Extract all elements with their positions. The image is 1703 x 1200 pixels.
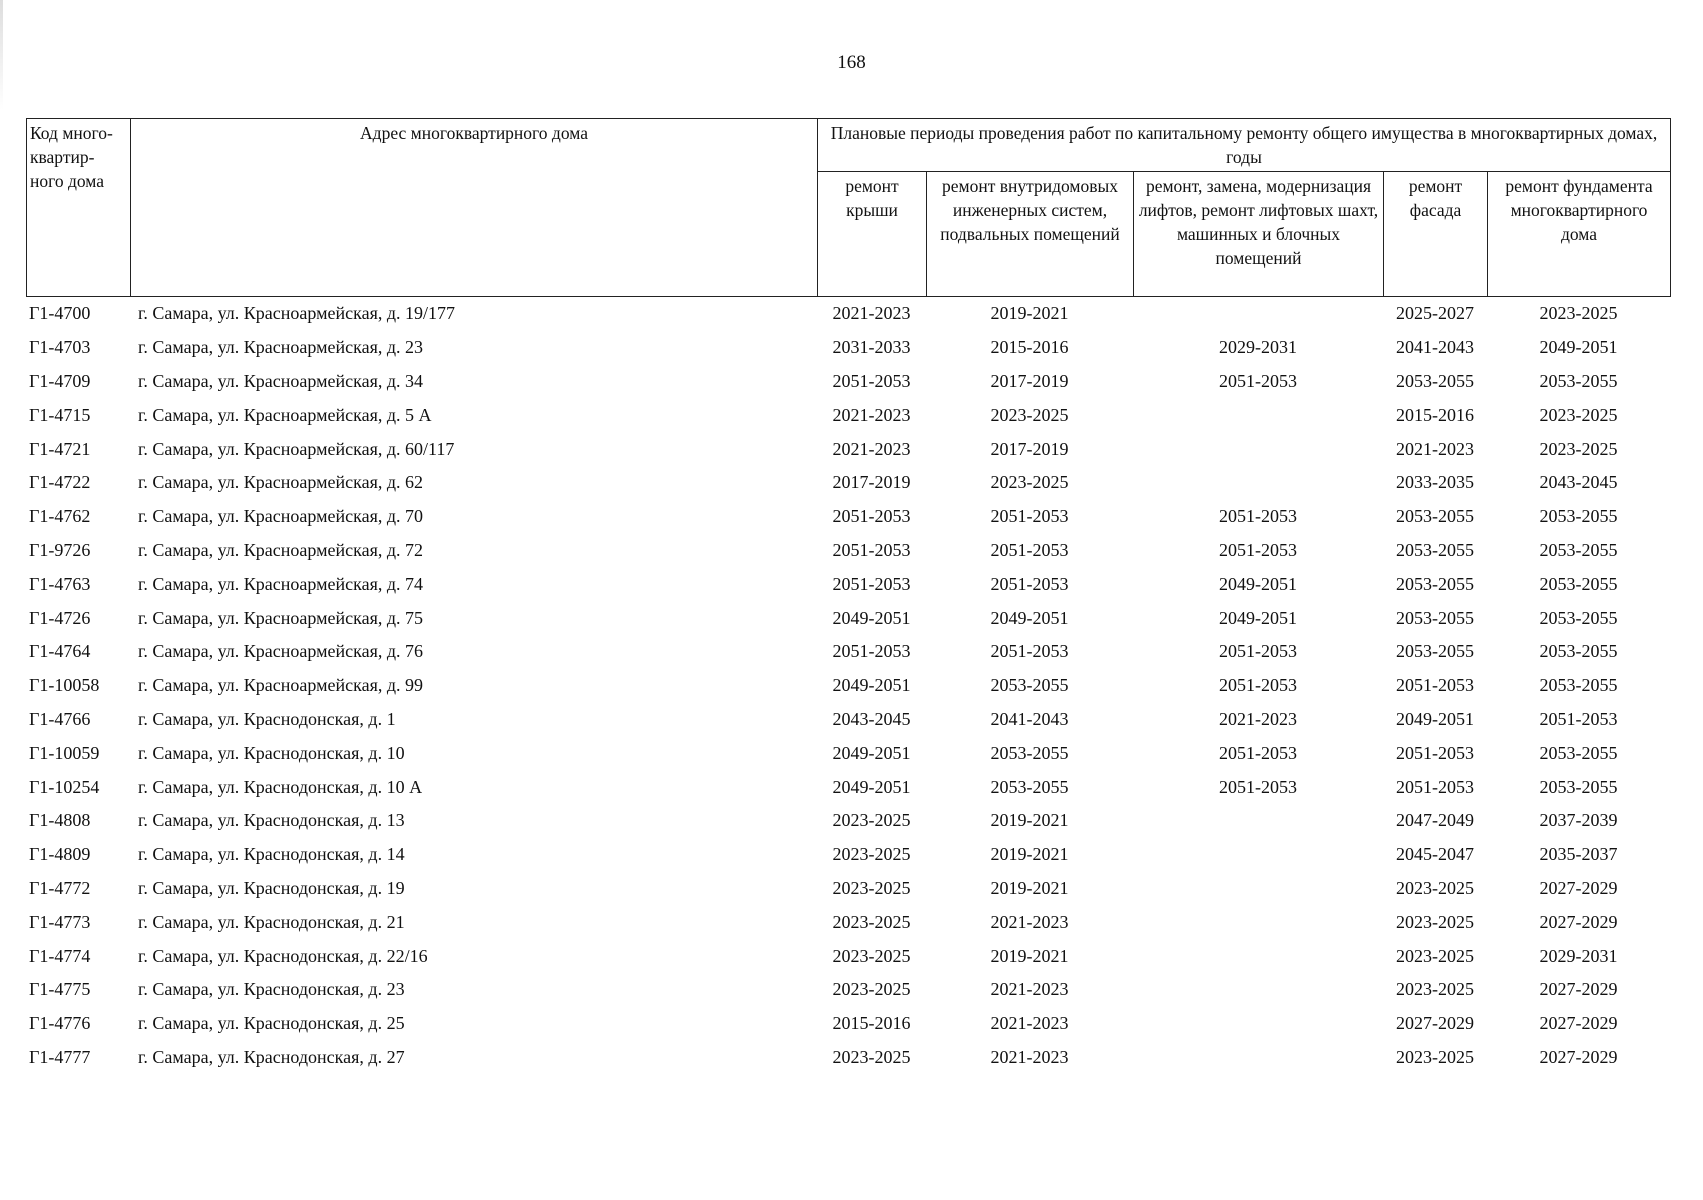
cell-facade: 2051-2053 [1396,675,1474,696]
cell-address: г. Самара, ул. Краснодонская, д. 27 [138,1046,405,1067]
cell-foundation: 2027-2029 [1539,979,1618,1000]
table-row [26,398,1670,432]
cell-foundation: 2027-2029 [1539,1046,1618,1067]
table-row [26,872,1670,906]
cell-code: Г1-10254 [29,776,100,797]
table-row [26,432,1670,466]
table-row [26,1041,1670,1075]
cell-code: Г1-4777 [29,1046,91,1067]
cell-code: Г1-4763 [29,573,91,594]
cell-engineering: 2017-2019 [990,370,1069,391]
cell-foundation: 2053-2055 [1539,370,1618,391]
cell-address: г. Самара, ул. Красноармейская, д. 60/117 [138,438,455,459]
cell-roof: 2043-2045 [832,708,911,729]
cell-lifts [1133,432,1383,466]
cell-code: Г1-4809 [29,844,91,865]
cell-code: Г1-4775 [29,979,91,1000]
cell-address: г. Самара, ул. Красноармейская, д. 75 [138,607,424,628]
cell-lifts [1133,466,1383,500]
cell-lifts [1133,939,1383,973]
cell-address: г. Самара, ул. Красноармейская, д. 72 [138,539,424,560]
cell-lifts: 2049-2051 [1219,573,1297,594]
cell-lifts [1133,1041,1383,1075]
cell-roof: 2023-2025 [832,1046,911,1067]
cell-lifts: 2051-2053 [1219,539,1297,560]
cell-facade: 2053-2055 [1396,641,1474,662]
cell-foundation: 2049-2051 [1539,337,1618,358]
cell-code: Г1-4772 [29,877,91,898]
cell-engineering: 2017-2019 [990,438,1069,459]
cell-lifts: 2051-2053 [1219,506,1297,527]
table-row [26,973,1670,1007]
cell-lifts [1133,838,1383,872]
cell-address: г. Самара, ул. Красноармейская, д. 19/177 [138,303,456,324]
cell-address: г. Самара, ул. Краснодонская, д. 21 [138,911,405,932]
cell-facade: 2053-2055 [1396,573,1474,594]
cell-facade: 2047-2049 [1396,810,1474,831]
cell-lifts [1133,905,1383,939]
cell-address: г. Самара, ул. Красноармейская, д. 74 [138,573,424,594]
cell-code: Г1-4709 [29,370,91,391]
cell-foundation: 2053-2055 [1539,742,1618,763]
cell-foundation: 2023-2025 [1539,303,1618,324]
cell-address: г. Самара, ул. Краснодонская, д. 25 [138,1013,405,1034]
cell-facade: 2023-2025 [1396,911,1474,932]
cell-roof: 2017-2019 [832,472,911,493]
cell-code: Г1-4762 [29,506,91,527]
cell-engineering: 2015-2016 [990,337,1069,358]
cell-engineering: 2023-2025 [990,404,1069,425]
cell-address: г. Самара, ул. Краснодонская, д. 10 [138,742,405,763]
cell-lifts [1133,973,1383,1007]
table-body [26,297,1670,1074]
cell-engineering: 2019-2021 [990,945,1069,966]
table-row [26,567,1670,601]
table-row [26,635,1670,669]
cell-address: г. Самара, ул. Красноармейская, д. 70 [138,506,424,527]
header-code: Код много-квартир-ного дома [27,119,131,297]
cell-foundation: 2043-2045 [1539,472,1618,493]
cell-lifts: 2051-2053 [1219,370,1297,391]
cell-roof: 2049-2051 [832,607,911,628]
cell-code: Г1-10059 [29,742,100,763]
cell-engineering: 2021-2023 [990,1046,1069,1067]
cell-code: Г1-9726 [29,539,91,560]
cell-engineering: 2051-2053 [990,506,1069,527]
cell-lifts: 2029-2031 [1219,337,1297,358]
cell-engineering: 2019-2021 [990,844,1069,865]
cell-foundation: 2053-2055 [1539,776,1618,797]
table-row [26,703,1670,737]
cell-code: Г1-4722 [29,472,91,493]
cell-code: Г1-4764 [29,641,91,662]
cell-engineering: 2019-2021 [990,303,1069,324]
cell-address: г. Самара, ул. Красноармейская, д. 5 А [138,404,432,425]
cell-code: Г1-4776 [29,1013,91,1034]
cell-address: г. Самара, ул. Краснодонская, д. 14 [138,844,405,865]
cell-engineering: 2019-2021 [990,810,1069,831]
header-foundation: ремонт фундамента многоквартирного дома [1488,172,1671,297]
header-facade: ремонт фасада [1384,172,1488,297]
cell-engineering: 2021-2023 [990,911,1069,932]
cell-engineering: 2021-2023 [990,1013,1069,1034]
cell-foundation: 2053-2055 [1539,641,1618,662]
cell-lifts [1133,398,1383,432]
cell-roof: 2051-2053 [832,370,911,391]
cell-lifts: 2051-2053 [1219,742,1297,763]
table-row [26,331,1670,365]
cell-lifts: 2051-2053 [1219,776,1297,797]
cell-roof: 2023-2025 [832,979,911,1000]
cell-address: г. Самара, ул. Красноармейская, д. 23 [138,337,424,358]
repair-schedule-table [26,118,1670,1074]
cell-roof: 2021-2023 [832,303,911,324]
cell-roof: 2021-2023 [832,438,911,459]
cell-engineering: 2019-2021 [990,877,1069,898]
cell-facade: 2053-2055 [1396,370,1474,391]
cell-facade: 2023-2025 [1396,945,1474,966]
cell-lifts [1133,297,1383,331]
cell-facade: 2023-2025 [1396,1046,1474,1067]
header-roof: ремонт крыши [818,172,927,297]
table-row [26,466,1670,500]
table-row [26,770,1670,804]
table-row [26,939,1670,973]
cell-roof: 2015-2016 [832,1013,911,1034]
cell-facade: 2023-2025 [1396,877,1474,898]
cell-roof: 2051-2053 [832,506,911,527]
cell-engineering: 2051-2053 [990,573,1069,594]
cell-lifts: 2049-2051 [1219,607,1297,628]
table-row [26,601,1670,635]
cell-engineering: 2051-2053 [990,539,1069,560]
cell-roof: 2049-2051 [832,776,911,797]
cell-engineering: 2053-2055 [990,776,1069,797]
cell-facade: 2025-2027 [1396,303,1474,324]
cell-foundation: 2053-2055 [1539,506,1618,527]
cell-code: Г1-4774 [29,945,91,966]
cell-facade: 2051-2053 [1396,742,1474,763]
page-number: 168 [837,52,866,73]
cell-facade: 2041-2043 [1396,337,1474,358]
cell-lifts [1133,872,1383,906]
cell-lifts: 2021-2023 [1219,708,1297,729]
cell-code: Г1-4766 [29,708,91,729]
cell-foundation: 2023-2025 [1539,438,1618,459]
cell-facade: 2049-2051 [1396,708,1474,729]
table-row [26,905,1670,939]
cell-address: г. Самара, ул. Краснодонская, д. 1 [138,708,396,729]
cell-foundation: 2051-2053 [1539,708,1618,729]
cell-foundation: 2035-2037 [1539,844,1618,865]
cell-foundation: 2053-2055 [1539,675,1618,696]
cell-foundation: 2037-2039 [1539,810,1618,831]
cell-code: Г1-4715 [29,404,91,425]
cell-facade: 2045-2047 [1396,844,1474,865]
cell-roof: 2049-2051 [832,675,911,696]
cell-address: г. Самара, ул. Краснодонская, д. 23 [138,979,405,1000]
cell-address: г. Самара, ул. Краснодонская, д. 10 А [138,776,423,797]
table-row [26,365,1670,399]
cell-address: г. Самара, ул. Краснодонская, д. 22/16 [138,945,428,966]
cell-facade: 2027-2029 [1396,1013,1474,1034]
cell-facade: 2033-2035 [1396,472,1474,493]
cell-roof: 2051-2053 [832,573,911,594]
cell-roof: 2031-2033 [832,337,911,358]
cell-code: Г1-4773 [29,911,91,932]
cell-address: г. Самара, ул. Красноармейская, д. 76 [138,641,424,662]
cell-foundation: 2053-2055 [1539,573,1618,594]
cell-address: г. Самара, ул. Краснодонская, д. 19 [138,877,405,898]
cell-facade: 2053-2055 [1396,506,1474,527]
cell-roof: 2023-2025 [832,810,911,831]
cell-lifts: 2051-2053 [1219,641,1297,662]
cell-address: г. Самара, ул. Красноармейская, д. 62 [138,472,424,493]
cell-address: г. Самара, ул. Красноармейская, д. 99 [138,675,424,696]
table-row [26,736,1670,770]
cell-engineering: 2021-2023 [990,979,1069,1000]
cell-facade: 2053-2055 [1396,539,1474,560]
cell-engineering: 2051-2053 [990,641,1069,662]
table-row [26,838,1670,872]
cell-lifts: 2051-2053 [1219,675,1297,696]
cell-code: Г1-4703 [29,337,91,358]
table-row [26,669,1670,703]
cell-foundation: 2027-2029 [1539,911,1618,932]
cell-roof: 2051-2053 [832,641,911,662]
cell-lifts [1133,1007,1383,1041]
header-periods-group: Плановые периоды проведения работ по капитальному ремонту общего имущества в многоквартирных домах, годы [818,119,1671,172]
cell-roof: 2023-2025 [832,945,911,966]
cell-foundation: 2027-2029 [1539,877,1618,898]
cell-engineering: 2053-2055 [990,742,1069,763]
cell-engineering: 2053-2055 [990,675,1069,696]
cell-address: г. Самара, ул. Краснодонская, д. 13 [138,810,405,831]
cell-code: Г1-4726 [29,607,91,628]
cell-foundation: 2053-2055 [1539,539,1618,560]
cell-code: Г1-4721 [29,438,91,459]
header-address: Адрес многоквартирного дома [131,119,818,297]
header-lifts: ремонт, замена, модернизация лифтов, ремонт лифтовых шахт, машинных и блочных помещений [1134,172,1384,297]
cell-engineering: 2049-2051 [990,607,1069,628]
cell-facade: 2023-2025 [1396,979,1474,1000]
cell-lifts [1133,804,1383,838]
cell-foundation: 2027-2029 [1539,1013,1618,1034]
cell-facade: 2053-2055 [1396,607,1474,628]
cell-roof: 2023-2025 [832,844,911,865]
cell-code: Г1-4700 [29,303,91,324]
table-header [26,118,1671,297]
table-row [26,804,1670,838]
cell-facade: 2021-2023 [1396,438,1474,459]
cell-foundation: 2029-2031 [1539,945,1618,966]
cell-code: Г1-10058 [29,675,100,696]
cell-roof: 2023-2025 [832,911,911,932]
cell-roof: 2021-2023 [832,404,911,425]
cell-foundation: 2053-2055 [1539,607,1618,628]
cell-facade: 2015-2016 [1396,404,1474,425]
cell-address: г. Самара, ул. Красноармейская, д. 34 [138,370,424,391]
cell-foundation: 2023-2025 [1539,404,1618,425]
cell-engineering: 2023-2025 [990,472,1069,493]
cell-roof: 2051-2053 [832,539,911,560]
cell-roof: 2023-2025 [832,877,911,898]
cell-facade: 2051-2053 [1396,776,1474,797]
table-row [26,297,1670,331]
header-engineering: ремонт внутридомовых инженерных систем, подвальных помещений [927,172,1134,297]
table-row [26,1007,1670,1041]
cell-engineering: 2041-2043 [990,708,1069,729]
table-row [26,500,1670,534]
table-row [26,534,1670,568]
cell-roof: 2049-2051 [832,742,911,763]
cell-code: Г1-4808 [29,810,91,831]
